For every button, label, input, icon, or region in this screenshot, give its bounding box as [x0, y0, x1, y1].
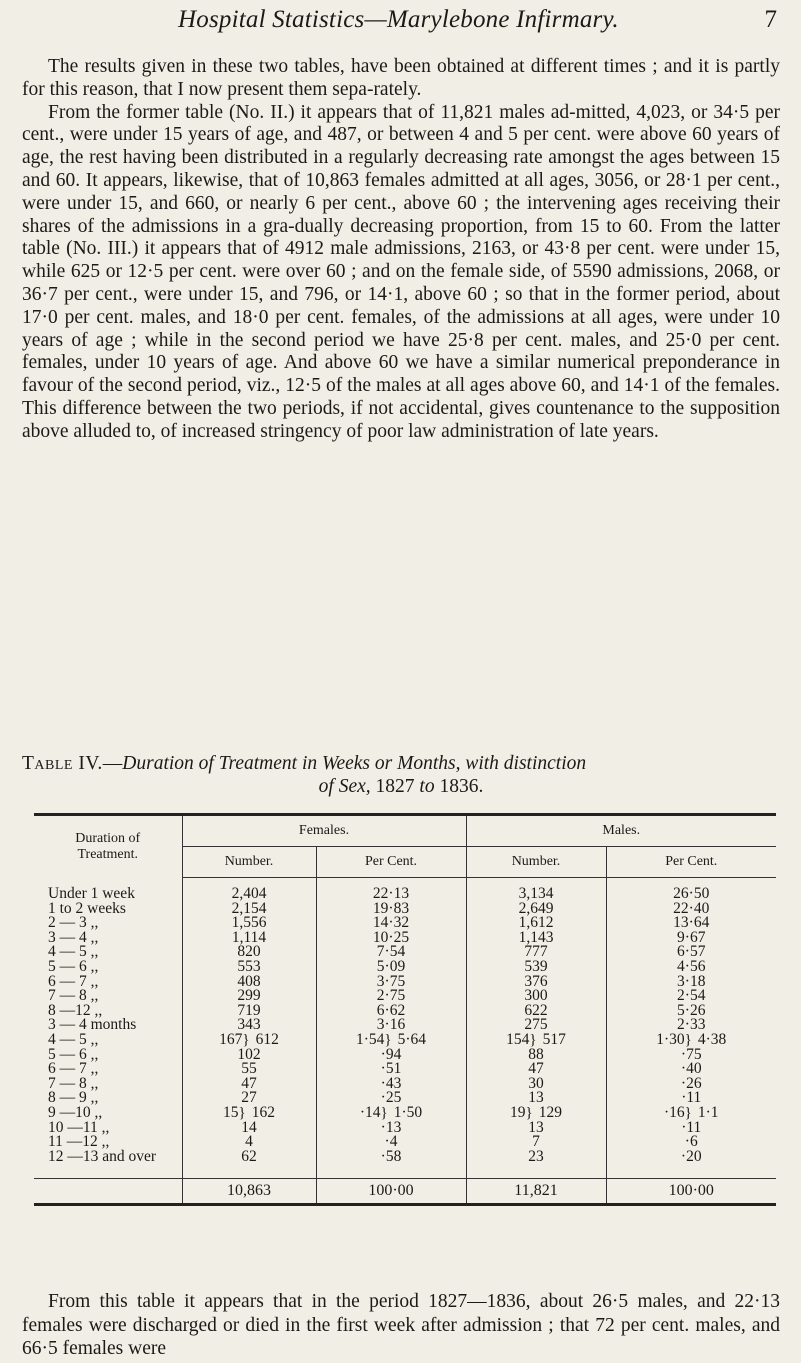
male-percent-cell-value: ·26 — [680, 1074, 702, 1092]
duration-cell-value: 3 — 4 months — [48, 1016, 137, 1034]
male-number-cell-value: 2,649 — [518, 899, 554, 917]
table-bottom-rule — [34, 1203, 776, 1206]
male-number-cell-value: 376 — [524, 972, 548, 990]
header-female-number: Number. — [182, 847, 316, 878]
male-percent-cell — [606, 1147, 776, 1165]
header-male-number: Number. — [466, 847, 606, 878]
female-number-cell-value: 47 — [241, 1074, 257, 1092]
male-number-cell-value: 777 — [524, 943, 548, 961]
female-percent-cell-value: ·94 — [380, 1045, 402, 1063]
caption-title: Duration of Treatment in Weeks or Months, with distinction — [122, 753, 587, 774]
total-female-number: 10,863 — [182, 1179, 316, 1204]
duration-cell-value: 1 to 2 weeks — [48, 899, 126, 917]
totals-row — [34, 1179, 776, 1204]
female-percent-cell-value: ·13 — [380, 1118, 402, 1136]
duration-cell-value: 8 —12 ,, — [48, 1001, 103, 1019]
group-total: 129 — [538, 1103, 562, 1121]
group-total: 1·50 — [393, 1103, 423, 1121]
group-total: 612 — [255, 1030, 279, 1048]
duration-cell-value: 11 —12 ,, — [48, 1133, 110, 1151]
male-percent-cell-value: 3·18 — [677, 972, 706, 990]
female-number-cell-value: 62 — [241, 1147, 257, 1165]
male-percent-cell-value: ·75 — [680, 1045, 702, 1063]
male-percent-cell — [606, 1018, 776, 1033]
table-row — [34, 1106, 776, 1121]
female-percent-cell-value: ·51 — [380, 1060, 402, 1078]
duration-cell-value: 7 — 8 ,, — [48, 1074, 99, 1092]
female-percent-cell — [316, 1091, 466, 1106]
female-percent-cell-value: 3·75 — [376, 972, 406, 990]
duration-cell — [34, 1147, 182, 1165]
brace-mark: } — [384, 1031, 392, 1048]
group-total: 162 — [251, 1103, 275, 1121]
female-number-cell — [182, 878, 316, 902]
duration-cell-value: 10 —11 ,, — [48, 1118, 110, 1136]
running-title: Hospital Statistics—Marylebone Infirmary. — [178, 6, 619, 33]
table-body — [34, 878, 776, 1204]
female-number-cell — [182, 1018, 316, 1033]
running-head — [0, 2, 801, 38]
duration-cell-value: Under 1 week — [48, 884, 135, 902]
female-number-cell-value: 1,556 — [231, 914, 267, 932]
female-percent-cell-value: 1·54 — [355, 1030, 385, 1048]
total-female-percent: 100·00 — [316, 1179, 466, 1204]
male-number-cell-value: 13 — [528, 1089, 544, 1107]
female-number-cell-value: 1,114 — [231, 928, 267, 946]
female-percent-cell-value: 3·16 — [376, 1016, 406, 1034]
caption-dash: — — [102, 753, 123, 774]
male-percent-cell-value: 4·56 — [677, 957, 706, 975]
male-percent-cell-value: 2·54 — [677, 987, 706, 1005]
male-number-cell-value: 622 — [524, 1001, 548, 1019]
male-number-cell — [466, 1091, 606, 1106]
duration-cell — [34, 878, 182, 902]
female-percent-cell-value: 5·09 — [376, 957, 406, 975]
group-total: 1·1 — [697, 1103, 719, 1121]
male-percent-cell-value: 6·57 — [677, 943, 706, 961]
male-number-cell-value: 30 — [528, 1074, 544, 1092]
duration-cell-value: 6 — 7 ,, — [48, 972, 99, 990]
male-percent-cell-value: 5·26 — [677, 1001, 706, 1019]
table-row — [34, 1150, 776, 1165]
female-percent-cell — [316, 1018, 466, 1033]
brace-mark: } — [684, 1031, 692, 1048]
brace-mark: } — [684, 1104, 692, 1121]
female-percent-cell-value: 7·54 — [376, 943, 406, 961]
female-percent-cell-value: 19·83 — [372, 899, 410, 917]
caption-year-end: 1836. — [439, 776, 484, 797]
male-number-cell-value: 1,143 — [518, 928, 554, 946]
male-number-cell-value: 23 — [528, 1147, 544, 1165]
total-male-number: 11,821 — [466, 1179, 606, 1204]
group-total: 5·64 — [397, 1030, 427, 1048]
brace-mark: } — [529, 1031, 537, 1048]
caption-sex: of Sex, — [318, 776, 371, 797]
male-number-cell-value: 275 — [524, 1016, 548, 1034]
statistics-table — [34, 813, 776, 1206]
duration-cell-value: 6 — 7 ,, — [48, 1060, 99, 1078]
female-percent-cell — [316, 1147, 466, 1165]
header-female-percent: Per Cent. — [316, 847, 466, 878]
female-number-cell-value: 2,154 — [231, 899, 267, 917]
duration-cell-value: 4 — 5 ,, — [48, 1030, 99, 1048]
female-number-cell-value: 55 — [241, 1060, 257, 1078]
male-number-cell — [466, 1147, 606, 1165]
totals-label-cell — [34, 1179, 182, 1204]
female-number-cell — [182, 1147, 316, 1165]
male-number-cell-value: 13 — [528, 1118, 544, 1136]
brace-mark: } — [242, 1031, 250, 1048]
male-percent-cell-value: ·40 — [680, 1060, 702, 1078]
female-percent-cell-value: ·58 — [380, 1147, 402, 1165]
header-duration: Duration of Treatment. — [34, 816, 182, 878]
male-number-cell-value: 47 — [528, 1060, 544, 1078]
table-spacer-row — [34, 1164, 776, 1179]
body-text — [22, 56, 780, 444]
duration-cell-value: 8 — 9 ,, — [48, 1089, 99, 1107]
brace-mark: } — [238, 1104, 246, 1121]
female-number-cell-value: 167 — [219, 1030, 243, 1048]
female-number-cell-value: 2,404 — [231, 885, 267, 902]
brace-mark: } — [525, 1104, 533, 1121]
duration-table — [34, 816, 776, 1203]
male-percent-cell-value: ·11 — [681, 1089, 702, 1107]
male-percent-cell-value: 26·50 — [673, 885, 710, 902]
male-percent-cell-value: 13·64 — [673, 914, 710, 932]
closing-text — [22, 1290, 780, 1361]
female-number-cell-value: 14 — [241, 1118, 257, 1136]
female-number-cell-value: 719 — [237, 1001, 261, 1019]
female-percent-cell-value: 22·13 — [372, 885, 410, 902]
paragraph-3: From this table it appears that in the period 1827—1836, about 26·5 males, and 22·13 females were discharged or died in the first week after admission ; that 72 per cent. males, and 66·5 females were — [22, 1291, 780, 1359]
duration-cell-value: 5 — 6 ,, — [48, 957, 99, 975]
female-percent-cell-value: 2·75 — [376, 987, 406, 1005]
female-number-cell-value: 4 — [245, 1133, 253, 1151]
male-percent-cell-value: 22·40 — [673, 899, 710, 917]
duration-cell-value: 12 —13 and over — [48, 1147, 157, 1165]
male-percent-cell-value: ·20 — [680, 1147, 702, 1165]
duration-cell-value: 3 — 4 ,, — [48, 928, 99, 946]
male-percent-cell-value: 2·33 — [677, 1016, 706, 1034]
total-male-percent: 100·00 — [606, 1179, 776, 1204]
male-number-cell-value: 3,134 — [518, 885, 554, 902]
male-percent-cell — [606, 878, 776, 902]
table-row — [34, 1033, 776, 1048]
caption-line-2 — [22, 775, 780, 798]
male-percent-cell-value: ·11 — [681, 1118, 702, 1136]
group-total: 517 — [542, 1030, 566, 1048]
female-percent-cell-value: ·25 — [380, 1089, 402, 1107]
male-number-cell-value: 154 — [506, 1030, 530, 1048]
table-row — [34, 1121, 776, 1136]
male-percent-cell-value: 9·67 — [677, 928, 706, 946]
male-number-cell-value: 539 — [524, 957, 548, 975]
male-number-cell-value: 19 — [510, 1103, 526, 1121]
header-male-percent: Per Cent. — [606, 847, 776, 878]
paragraph-2: From the former table (No. II.) it appears that of 11,821 males ad-mitted, 4,023, or 34·5 per cent., were under 15 years of age, and 487, or between 4 and 5 per cent. were above 60 years of age, the rest having been distributed in a regularly decreasing rate amongst the ages between 15 and 60. It appears, likewise, that of 10,863 females admitted at all ages, 3056, or 28·1 per cent., were under 15, and 660, or nearly 6 per cent., above 60 ; the intervening ages receiving their shares of the admissions in a gra-dually decreasing proportion, from 15 to 60. From the latter table (No. III.) it appears that of 4912 male admissions, 2163, or 43·8 per cent. were under 15, while 625 or 12·5 per cent. were over 60 ; and on the female side, of 5590 admissions, 2068, or 36·7 per cent., were under 15, and 796, or 14·1, above 60 ; so that in the former period, about 17·0 per cent. males, and 18·0 per cent. females, of the admissions at all ages, were under 10 years of age ; while in the second period we have 25·8 per cent. males, and 25·0 per cent. females, under 10 years of age. And above 60 we have a similar numerical preponderance in favour of the second period, viz., 12·5 of the males at all ages above 60, and 14·1 of the females. This difference between the two periods, if not accidental, gives countenance to the supposition above alluded to, of increased stringency of poor law administration of late years. — [22, 101, 780, 442]
table-row — [34, 1062, 776, 1077]
female-number-cell-value: 820 — [237, 943, 261, 961]
header-females: Females. — [182, 816, 466, 847]
male-percent-cell-value: 1·30 — [656, 1030, 685, 1048]
male-number-cell-value: 88 — [528, 1045, 544, 1063]
female-number-cell-value: 553 — [237, 957, 261, 975]
table-row — [34, 878, 776, 902]
caption-to: to — [419, 776, 435, 797]
female-number-cell — [182, 1091, 316, 1106]
male-percent-cell — [606, 1091, 776, 1106]
male-number-cell-value: 1,612 — [518, 914, 554, 932]
male-number-cell — [466, 1018, 606, 1033]
female-number-cell-value: 15 — [223, 1103, 239, 1121]
duration-cell-value: 7 — 8 ,, — [48, 987, 99, 1005]
duration-cell-value: 2 — 3 ,, — [48, 914, 99, 932]
table-row — [34, 1077, 776, 1092]
female-percent-cell-value: ·4 — [384, 1133, 398, 1151]
male-number-cell-value: 7 — [532, 1133, 540, 1151]
duration-cell-value: 9 —10 ,, — [48, 1103, 103, 1121]
duration-cell-value: 4 — 5 ,, — [48, 943, 99, 961]
female-number-cell-value: 408 — [237, 972, 261, 990]
male-percent-cell-value: ·6 — [684, 1133, 698, 1151]
female-percent-cell — [316, 878, 466, 902]
table-label: Table IV. — [22, 753, 103, 774]
paragraph-1: The results given in these two tables, have been obtained at different times ; and it is partly for this reason, that I now present them sepa-rately. — [22, 56, 780, 100]
table-row — [34, 1048, 776, 1063]
female-number-cell-value: 343 — [237, 1016, 261, 1034]
male-percent-cell-value: ·16 — [663, 1103, 685, 1121]
female-number-cell-value: 102 — [237, 1045, 261, 1063]
female-percent-cell-value: 10·25 — [372, 928, 410, 946]
header-males: Males. — [602, 823, 641, 838]
male-number-cell — [466, 878, 606, 902]
female-percent-cell-value: ·43 — [380, 1074, 402, 1092]
group-total: 4·38 — [697, 1030, 727, 1048]
male-number-cell-value: 300 — [524, 987, 548, 1005]
table-caption — [22, 752, 780, 798]
female-number-cell-value: 27 — [241, 1089, 257, 1107]
duration-cell-value: 5 — 6 ,, — [48, 1045, 99, 1063]
brace-mark: } — [380, 1104, 388, 1121]
caption-year-start: 1827 — [375, 776, 415, 797]
female-percent-cell-value: 14·32 — [372, 914, 410, 932]
female-percent-cell-value: ·14 — [359, 1103, 381, 1121]
female-number-cell-value: 299 — [237, 987, 261, 1005]
female-percent-cell-value: 6·62 — [376, 1001, 406, 1019]
page-number: 7 — [764, 6, 777, 33]
